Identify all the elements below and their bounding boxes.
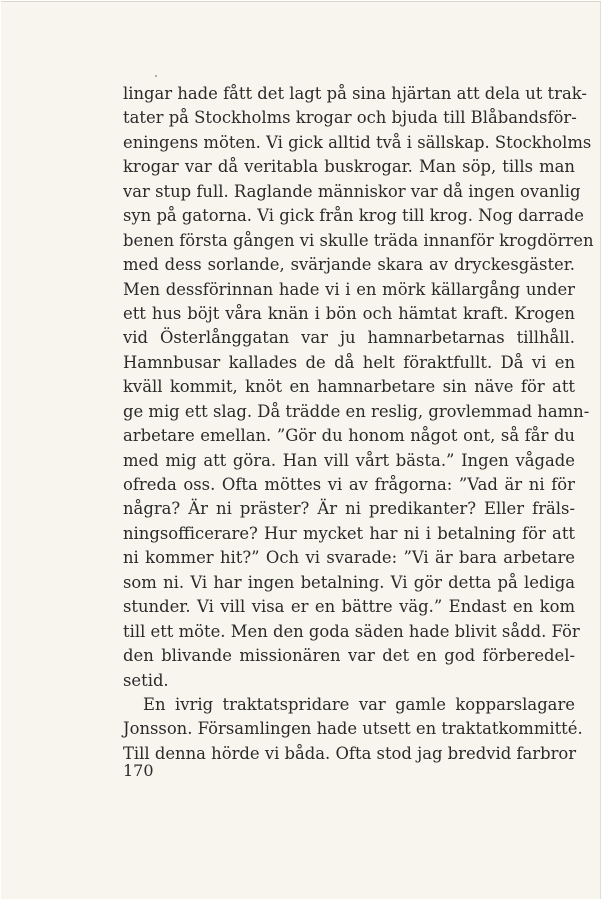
text-line: några? Är ni präster? Är ni predikanter? Eller fräls- <box>123 499 575 519</box>
text-line: Till denna hörde vi båda. Ofta stod jag bredvid farbror <box>123 743 577 763</box>
page-number: 170 <box>123 761 154 780</box>
text-line: Men dessförinnan hade vi i en mörk källargång under <box>123 279 575 299</box>
text-line: ge mig ett slag. Då trädde en reslig, grovlemmad hamn- <box>123 401 590 421</box>
text-line: benen första gången vi skulle träda innanför krogdörren <box>123 230 594 250</box>
paragraph-1 <box>123 82 594 693</box>
text-line: krogar var då veritabla buskrogar. Man söp, tills man <box>123 157 575 177</box>
text-line: syn på gatorna. Vi gick från krog till krog. Nog darrade <box>123 206 584 226</box>
text-line: En ivrig traktatspridare var gamle kopparslagare <box>143 694 575 714</box>
text-line: var stup full. Raglande människor var då ingen ovanlig <box>123 181 581 201</box>
text-line: eningens möten. Vi gick alltid två i sällskap. Stockholms <box>123 132 592 152</box>
text-line: tater på Stockholms krogar och bjuda till Blåbandsför- <box>123 108 577 128</box>
text-line: med dess sorlande, svärjande skara av dryckesgäster. <box>123 255 575 275</box>
text-line: Hamnbusar kallades de då helt föraktfullt. Då vi en <box>123 352 575 372</box>
paragraph-2 <box>123 693 583 766</box>
body-text <box>123 82 594 766</box>
text-line: ett hus böjt våra knän i bön och hämtat kraft. Krogen <box>123 303 575 323</box>
text-line: med mig att göra. Han vill vårt bästa.” Ingen vågade <box>123 450 575 470</box>
text-line: ni kommer hit?” Och vi svarade: ”Vi är bara arbetare <box>123 548 575 568</box>
text-line: arbetare emellan. ”Gör du honom något ont, så får du <box>123 426 575 446</box>
text-line: ofreda oss. Ofta möttes vi av frågorna: ”Vad är ni för <box>123 475 575 494</box>
text-line: ningsofficerare? Hur mycket har ni i betalning för att <box>123 523 575 543</box>
text-line: setid. <box>123 670 169 690</box>
book-page <box>1 1 601 899</box>
text-line: Jonsson. Församlingen hade utsett en traktatkommitté. <box>123 719 583 739</box>
print-speck <box>155 75 157 77</box>
text-line: vid Österlånggatan var ju hamnarbetarnas tillhåll. <box>123 328 575 348</box>
text-line: till ett möte. Men den goda säden hade blivit sådd. För <box>123 621 580 641</box>
text-line: den blivande missionären var det en god förberedel- <box>123 646 575 666</box>
text-line: som ni. Vi har ingen betalning. Vi gör detta på lediga <box>123 572 575 592</box>
text-line: lingar hade fått det lagt på sina hjärtan att dela ut trak- <box>123 84 587 103</box>
text-line: kväll kommit, knöt en hamnarbetare sin näve för att <box>123 377 575 397</box>
text-line: stunder. Vi vill visa er en bättre väg.” Endast en kom <box>123 597 575 617</box>
